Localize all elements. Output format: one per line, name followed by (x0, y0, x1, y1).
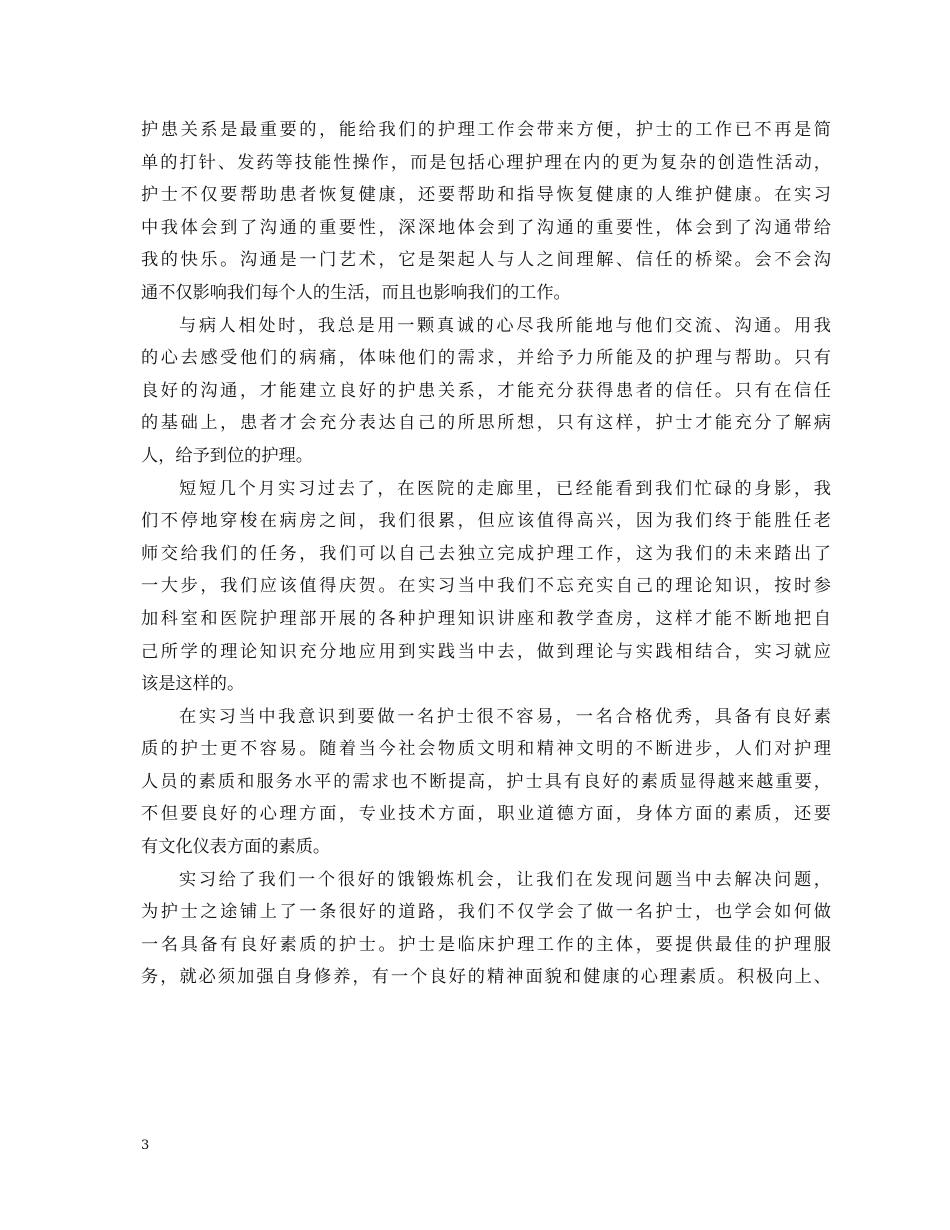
paragraph-line: 单的打针、发药等技能性操作，而是包括心理护理在内的更为复杂的创造性活动， (141, 152, 831, 173)
paragraph-line: 短短几个月实习过去了，在医院的走廊里，已经能看到我们忙碌的身影，我 (179, 478, 831, 499)
paragraph-line: 中我体会到了沟通的重要性，深深地体会到了沟通的重要性，体会到了沟通带给 (141, 217, 831, 238)
document-body (141, 114, 831, 994)
paragraph-line: 加科室和医院护理部开展的各种护理知识讲座和教学查房，这样才能不断地把自 (141, 608, 831, 629)
paragraph (141, 114, 831, 310)
paragraph-line: 们不停地穿梭在病房之间，我们很累，但应该值得高兴，因为我们终于能胜任老 (141, 511, 831, 532)
paragraph-line: 良好的沟通，才能建立良好的护患关系，才能充分获得患者的信任。只有在信任 (141, 380, 831, 401)
paragraph-line: 通不仅影响我们每个人的生活，而且也影响我们的工作。 (141, 282, 571, 303)
paragraph-line: 的心去感受他们的病痛，体味他们的需求，并给予力所能及的护理与帮助。只有 (141, 348, 831, 369)
paragraph-line: 一大步，我们应该值得庆贺。在实习当中我们不忘充实自己的理论知识，按时参 (141, 576, 831, 597)
paragraph-line: 己所学的理论知识充分地应用到实践当中去，做到理论与实践相结合，实习就应 (141, 641, 831, 662)
paragraph-line: 护士不仅要帮助患者恢复健康，还要帮助和指导恢复健康的人维护健康。在实习 (141, 185, 831, 206)
paragraph-line: 一名具备有良好素质的护士。护士是临床护理工作的主体，要提供最佳的护理服 (141, 934, 831, 955)
paragraph (141, 864, 831, 994)
paragraph (141, 310, 831, 473)
page-number: 3 (141, 1138, 150, 1153)
paragraph (141, 473, 831, 701)
paragraph-line: 该是这样的。 (141, 674, 245, 695)
paragraph-line: 实习给了我们一个很好的饿锻炼机会，让我们在发现问题当中去解决问题， (179, 869, 831, 890)
paragraph-line: 在实习当中我意识到要做一名护士很不容易，一名合格优秀，具备有良好素 (179, 706, 831, 727)
paragraph-line: 务，就必须加强自身修养，有一个良好的精神面貌和健康的心理素质。积极向上、 (141, 967, 831, 988)
paragraph-line: 人，给予到位的护理。 (141, 445, 313, 466)
paragraph-line: 不但要良好的心理方面，专业技术方面，职业道德方面，身体方面的素质，还要 (141, 804, 831, 825)
paragraph-line: 我的快乐。沟通是一门艺术，它是架起人与人之间理解、信任的桥梁。会不会沟 (141, 250, 831, 271)
paragraph-line: 的基础上，患者才会充分表达自己的所思所想，只有这样，护士才能充分了解病 (141, 413, 831, 434)
paragraph-line: 为护士之途铺上了一条很好的道路，我们不仅学会了做一名护士，也学会如何做 (141, 902, 831, 923)
paragraph-line: 护患关系是最重要的，能给我们的护理工作会带来方便，护士的工作已不再是简 (141, 120, 831, 140)
paragraph-line: 人员的素质和服务水平的需求也不断提高，护士具有良好的素质显得越来越重要， (141, 771, 831, 792)
paragraph-line: 师交给我们的任务，我们可以自己去独立完成护理工作，这为我们的未来踏出了 (141, 543, 831, 564)
paragraph-line: 与病人相处时，我总是用一颗真诚的心尽我所能地与他们交流、沟通。用我 (179, 315, 831, 336)
paragraph-line: 质的护士更不容易。随着当今社会物质文明和精神文明的不断进步，人们对护理 (141, 739, 831, 760)
paragraph (141, 701, 831, 864)
paragraph-line: 有文化仪表方面的素质。 (141, 837, 331, 858)
